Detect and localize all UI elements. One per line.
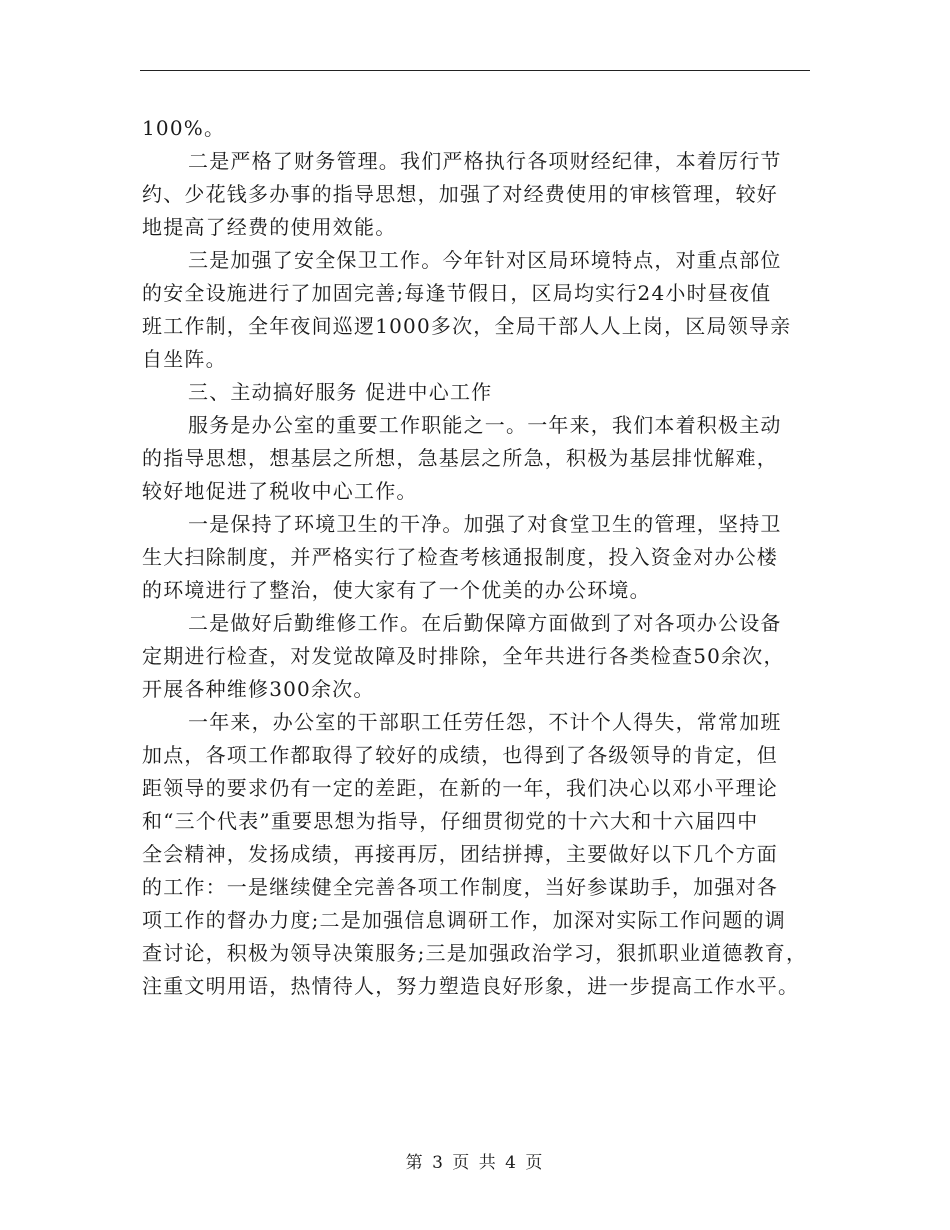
text-line: 的环境进行了整治，使大家有了一个优美的办公环境。 <box>142 578 651 602</box>
text-line: 的安全设施进行了加固完善;每逢节假日，区局均实行24小时昼夜值 <box>142 281 772 305</box>
text-line: 注重文明用语，热情待人，努力塑造良好形象，进一步提高工作水平。 <box>142 974 800 998</box>
text-line: 的工作：一是继续健全完善各项工作制度，当好参谋助手，加强对各 <box>142 875 778 899</box>
text-line: 生大扫除制度，并严格实行了检查考核通报制度，投入资金对办公楼 <box>142 545 778 569</box>
paragraph-start: 三是加强了安全保卫工作。今年针对区局环境特点，对重点部位 <box>188 248 782 272</box>
text-line: 地提高了经费的使用效能。 <box>142 215 397 239</box>
paragraph-start: 一年来，办公室的干部职工任劳任怨，不计个人得失，常常加班 <box>188 710 782 734</box>
text-line: 定期进行检查，对发觉故障及时排除，全年共进行各类检查50余次， <box>142 644 785 668</box>
section-heading: 三、主动搞好服务 促进中心工作 <box>188 380 493 404</box>
text-line: 班工作制，全年夜间巡逻1000多次，全局干部人人上岗，区局领导亲 <box>142 314 792 338</box>
text-line: 开展各种维修300余次。 <box>142 677 375 701</box>
text-line: 自坐阵。 <box>142 347 227 371</box>
text-line: 和“三个代表”重要思想为指导，仔细贯彻党的十六大和十六届四中 <box>142 809 759 833</box>
paragraph-start: 二是严格了财务管理。我们严格执行各项财经纪律，本着厉行节 <box>188 149 782 173</box>
text-line: 全会精神，发扬成绩，再接再厉，团结拼搏，主要做好以下几个方面 <box>142 842 778 866</box>
paragraph-start: 服务是办公室的重要工作职能之一。一年来，我们本着积极主动 <box>188 413 782 437</box>
paragraph-start: 二是做好后勤维修工作。在后勤保障方面做到了对各项办公设备 <box>188 611 782 635</box>
text-line: 加点，各项工作都取得了较好的成绩，也得到了各级领导的肯定，但 <box>142 743 778 767</box>
text-line: 的指导思想，想基层之所想，急基层之所急，积极为基层排忧解难， <box>142 446 778 470</box>
text-line: 项工作的督办力度;二是加强信息调研工作，加深对实际工作问题的调 <box>142 908 786 932</box>
text-line: 100%。 <box>142 116 226 140</box>
text-line: 查讨论，积极为领导决策服务;三是加强政治学习，狠抓职业道德教育， <box>142 941 808 965</box>
text-line: 距领导的要求仍有一定的差距，在新的一年，我们决心以邓小平理论 <box>142 776 778 800</box>
document-body <box>142 112 814 1003</box>
paragraph-start: 一是保持了环境卫生的干净。加强了对食堂卫生的管理，坚持卫 <box>188 512 782 536</box>
header-rule <box>140 70 810 71</box>
text-line: 较好地促进了税收中心工作。 <box>142 479 418 503</box>
page-footer: 第 3 页 共 4 页 <box>405 1153 545 1173</box>
text-line: 约、少花钱多办事的指导思想，加强了对经费使用的审核管理，较好 <box>142 182 778 206</box>
